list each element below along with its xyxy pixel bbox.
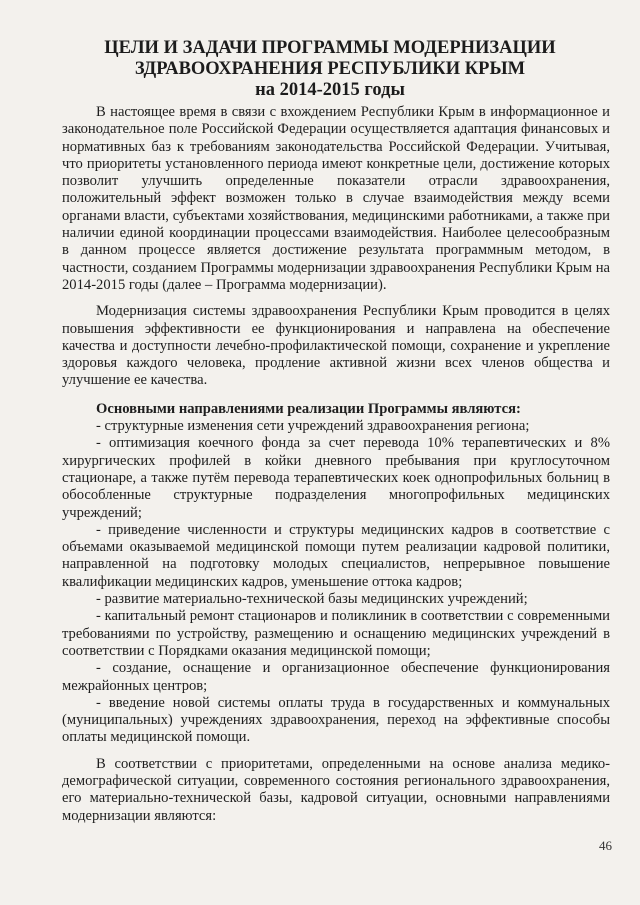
list-item: - развитие материально-технической базы медицинских учреждений; <box>96 591 528 608</box>
document-body <box>62 104 610 825</box>
title-line-1: ЦЕЛИ И ЗАДАЧИ ПРОГРАММЫ МОДЕРНИЗАЦИИ <box>104 38 556 58</box>
section-heading-directions: Основными направлениями реализации Программы являются: <box>96 400 521 417</box>
list-item: - введение новой системы оплаты труда в государственных и коммунальных (муниципальных) учреждениях здравоохранения, переход на эффективные способы оплаты медицинской помощи. <box>62 694 610 746</box>
list-item: - оптимизация коечного фонда за счет перевода 10% терапевтических и 8% хирургических профилей в койки дневного пребывания при круглосуточном стационаре, а также путём перевода терапевтических коек однопрофильных больниц в обособленные структурные подразделения многопрофильных медицинских учреждений; <box>62 435 610 521</box>
list-item: - создание, оснащение и организационное обеспечение функционирования межрайонных центров; <box>62 660 610 694</box>
title-line-2: ЗДРАВООХРАНЕНИЯ РЕСПУБЛИКИ КРЫМ <box>134 59 526 79</box>
list-item: - капитальный ремонт стационаров и поликлиник в соответствии с современными требованиями по устройству, размещению и оснащению медицинских учреждений в соответствии с Порядками оказания медицинской помощи; <box>62 608 610 659</box>
page-number: 46 <box>599 838 612 853</box>
list-item: - приведение численности и структуры медицинских кадров в соответствие с объемами оказываемой медицинской помощи путем реализации кадровой политики, направленной на подготовку молодых специалистов, непрерывное повышение квалификации медицинских кадров, уменьшение оттока кадров; <box>62 521 610 590</box>
document-title <box>60 38 600 101</box>
title-line-3: на 2014-2015 годы <box>255 80 405 100</box>
paragraph-intro: В настоящее время в связи с вхождением Республики Крым в информационное и законодательное поле Российской Федерации осуществляется адаптация финансовых и нормативных баз к требованиям законодательства Российской Федерации. Учитывая, что приоритеты установленного периода имеют конкретные цели, достижение которых позволит улучшить определенные показатели отрасли здравоохранения, положительный эффект возможен только в случае взаимодействия между всеми органами власти, субъектами хозяйствования, медицинскими работниками, а также при наличии единой координации процессами взаимодействия. Наиболее целесообразным в данном процессе является достижение результата программным методом, в частности, созданием Программы модернизации здравоохранения Республики Крым на 2014-2015 годы (далее – Программа модернизации). <box>62 104 610 293</box>
paragraph-modernization: Модернизация системы здравоохранения Республики Крым проводится в целях повышения эффективности ее функционирования и направлена на обеспечение качества и доступности лечебно-профилактической помощи, сохранение и укрепление здоровья каждого человека, продление активной жизни всех членов общества и улучшение ее качества. <box>62 303 610 389</box>
list-item: - структурные изменения сети учреждений здравоохранения региона; <box>96 418 530 435</box>
paragraph-closing: В соответствии с приоритетами, определенными на основе анализа медико-демографической ситуации, современного состояния регионального здравоохранения, его материально-технической базы, кадровой ситуации, основными направлениями модернизации являются: <box>62 755 610 824</box>
